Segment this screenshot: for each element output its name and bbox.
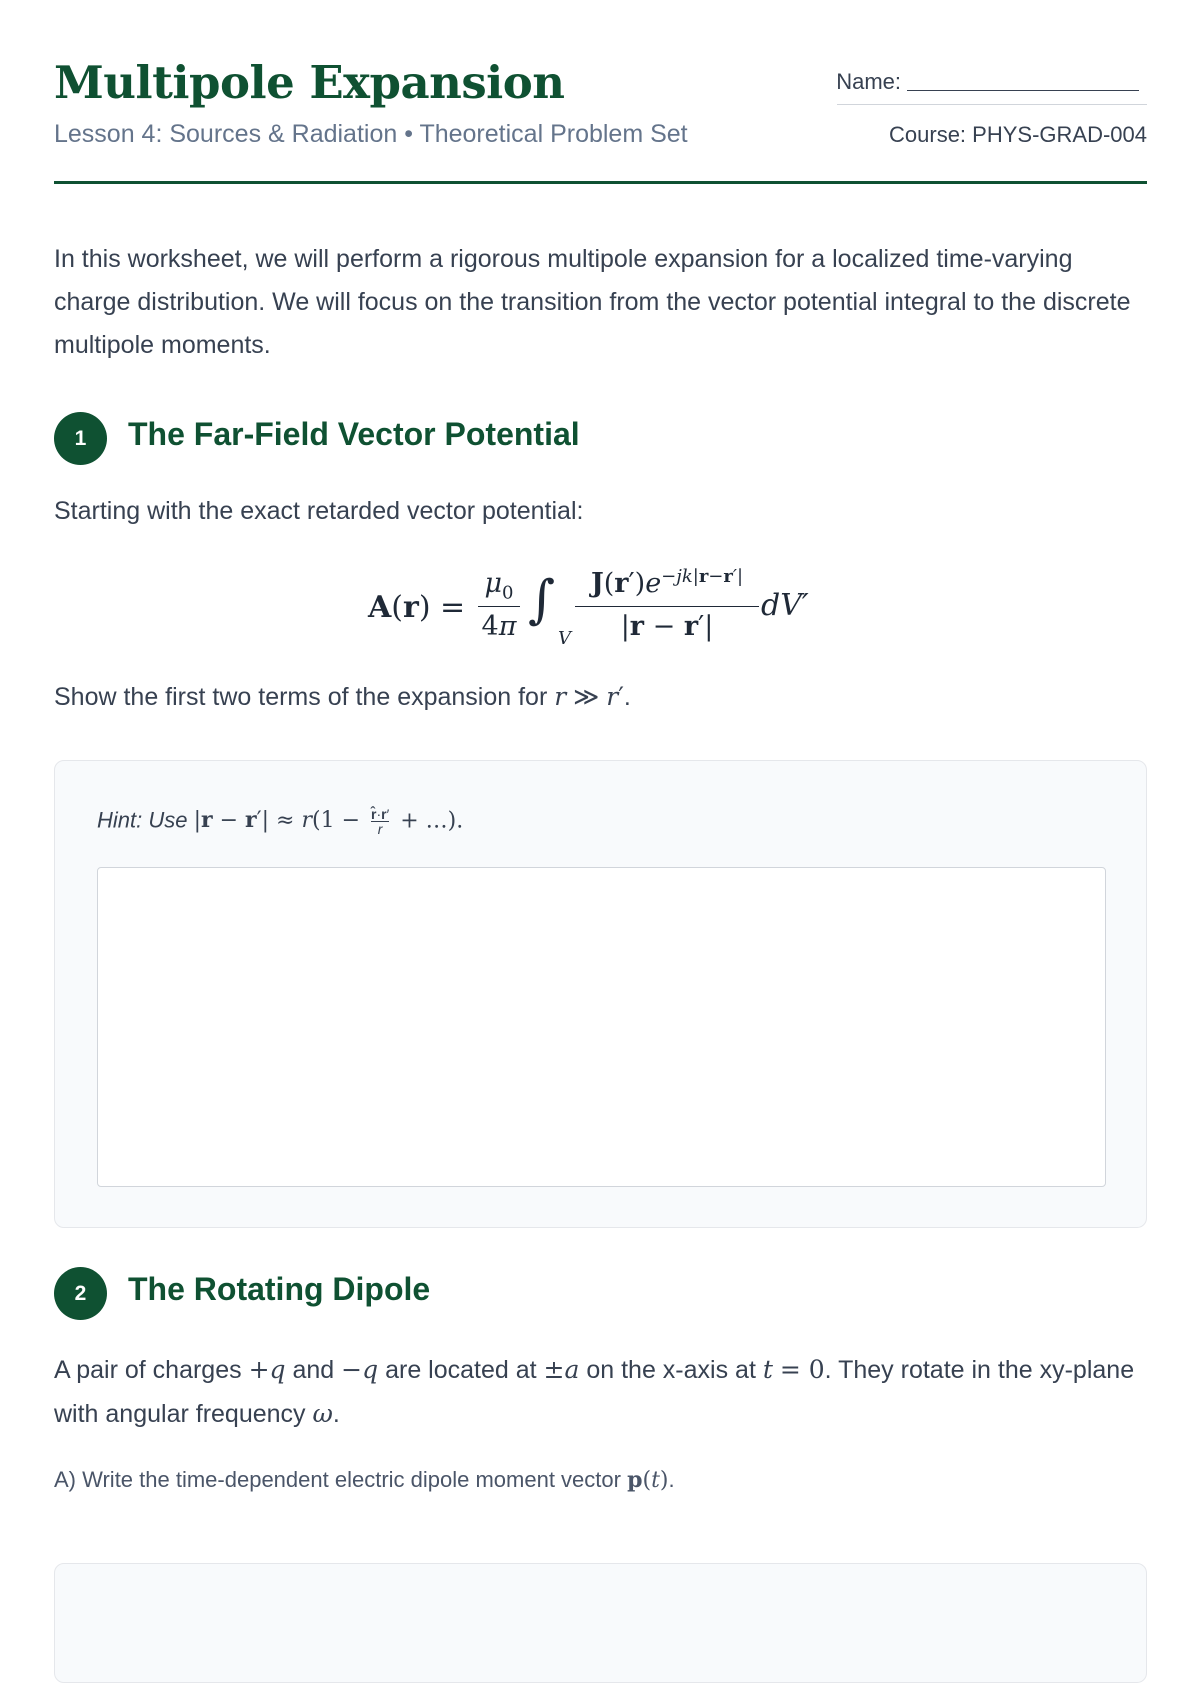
hint-text: Hint: Use $|r - r'| \approx r(1 - \frac{r̂\cdot r'}{r}$ + …). [97, 806, 464, 837]
meta-divider [837, 104, 1147, 105]
name-label: Name: [836, 69, 901, 94]
section-number-badge: 2 [54, 1267, 107, 1320]
integral-domain: V [558, 628, 571, 649]
name-field[interactable] [836, 68, 1139, 95]
intro-paragraph: In this worksheet, we will perform a rigorous multipole expansion for a localized time-varying charge distribution. We will focus on the transition from the vector potential integral to the discrete multipole moments. [54, 245, 1131, 359]
part-a-question: A) Write the time-dependent electric dipole moment vector p(t). [54, 1467, 675, 1493]
section-title: The Far-Field Vector Potential [128, 416, 580, 452]
section-2-description: A pair of charges +q and −q are located at ±a on the x-axis at t = 0. They rotate in the xy-plane with angular frequency ω. [54, 1355, 1135, 1428]
instruction-text: Show the first two terms of the expansion for [54, 683, 548, 711]
section-1-lead: Starting with the exact retarded vector potential: [54, 497, 584, 525]
section-number-badge: 1 [54, 412, 107, 465]
retarded-potential-equation [368, 566, 838, 660]
worksheet-header [54, 0, 1147, 184]
answer-input-area[interactable] [97, 867, 1106, 1187]
section-1-answer-card [54, 760, 1147, 1228]
page-subtitle: Lesson 4: Sources & Radiation • Theoretical Problem Set [54, 120, 688, 148]
equation-integrand: $J(r')e^{-jk|r-r'|}$ |r − r′| [575, 566, 759, 642]
name-blank-line[interactable] [907, 68, 1139, 91]
worksheet-page [54, 0, 1147, 1600]
hint-fraction: $\frac{r̂\cdot r'}{r}$ [371, 806, 390, 837]
course-label: Course: PHYS-GRAD-004 [889, 122, 1147, 147]
part-a-answer-card[interactable] [54, 1563, 1147, 1683]
hint-label: Hint: Use [97, 807, 188, 833]
section-title: The Rotating Dipole [128, 1271, 431, 1307]
integral-sign: ∫ [528, 570, 556, 630]
equation-lhs: A(r) = [368, 590, 466, 625]
equation-differential: dV′ [761, 588, 809, 623]
section-1-instruction: Show the first two terms of the expansion for r ≫ r′. [54, 682, 631, 711]
equation-coefficient: $\mu_0$ 4π [478, 568, 520, 642]
page-title: Multipole Expansion [54, 56, 565, 109]
